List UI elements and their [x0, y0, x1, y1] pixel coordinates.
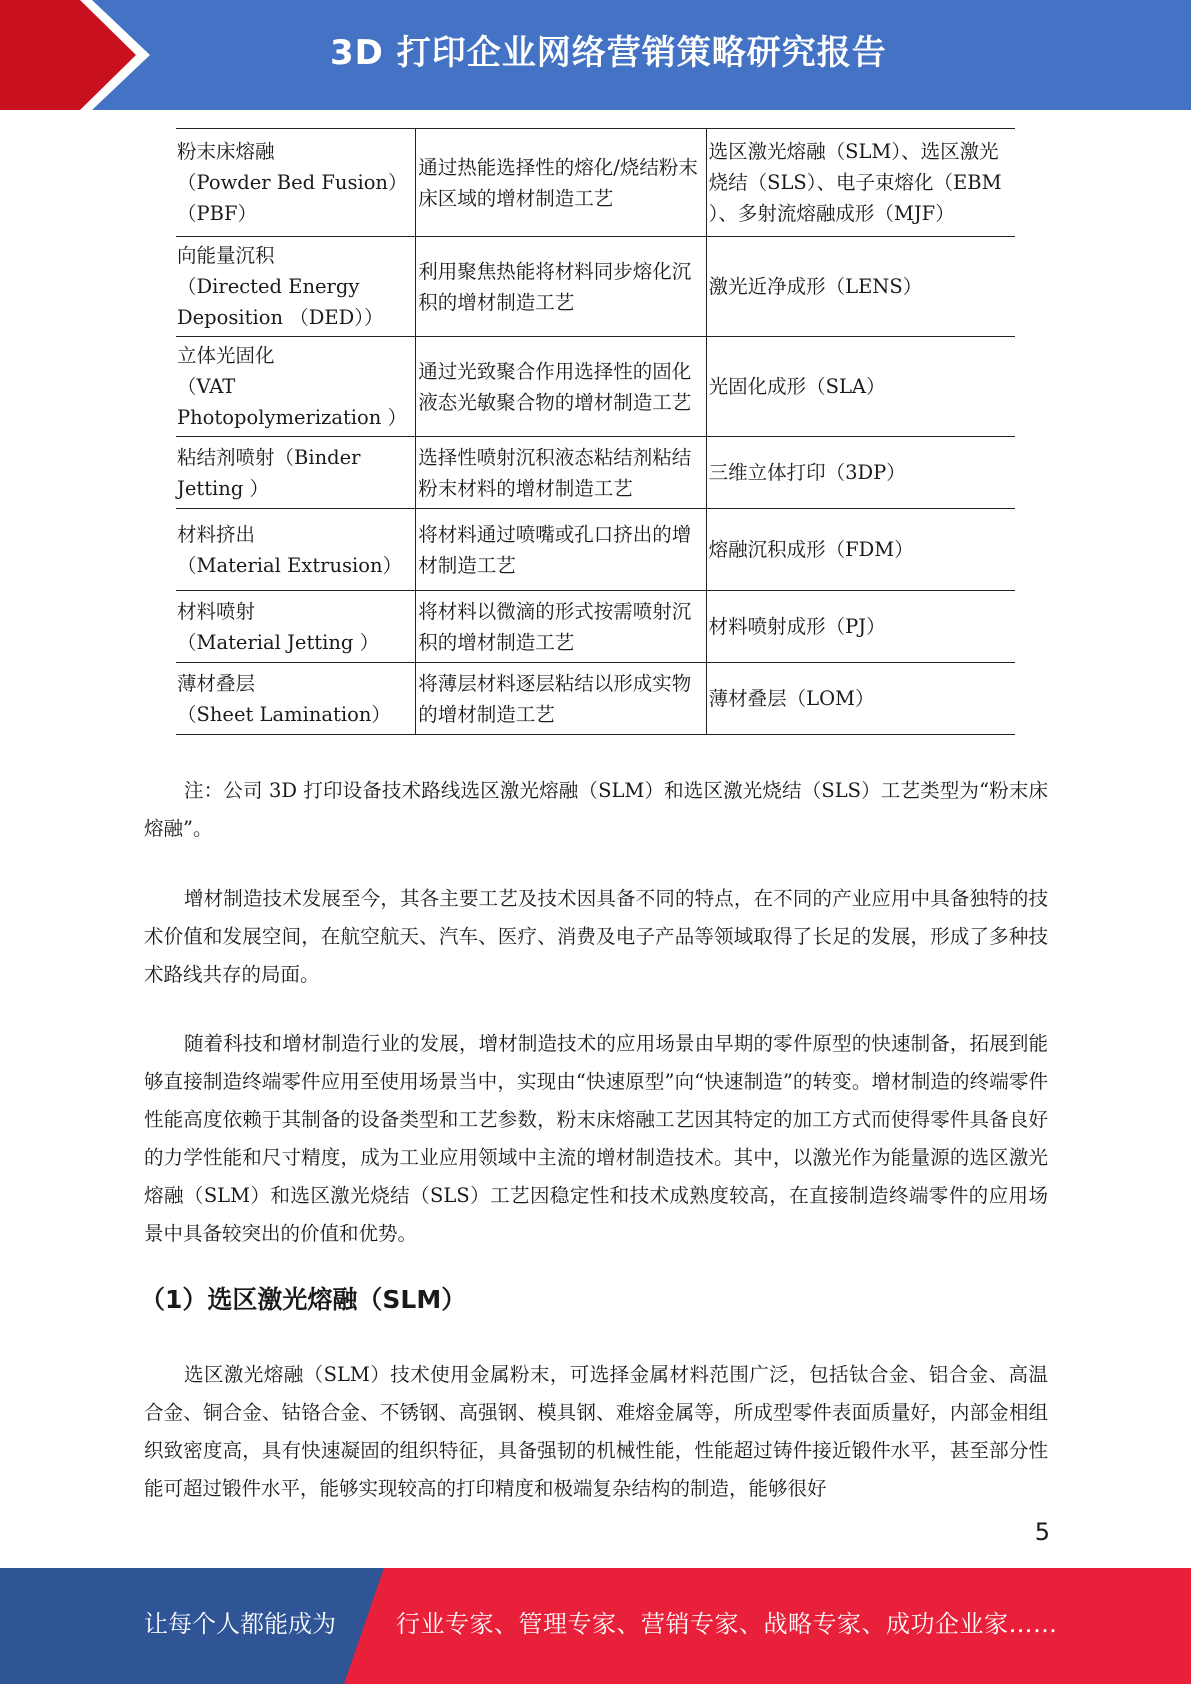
- typical-process-text: 选区激光熔融（SLM）、选区激光烧结（SLS）、电子束熔化（EBM ）、多射流熔融成形（MJF）: [708, 140, 1002, 225]
- process-category-line: （Powder Bed Fusion）: [177, 171, 408, 194]
- typical-process-text: 光固化成形（SLA）: [708, 375, 886, 398]
- table-row: [176, 129, 1015, 237]
- process-category-line: 薄材叠层: [177, 671, 256, 695]
- paragraph-1: 增材制造技术发展至今，其各主要工艺及技术因具备不同的特点，在不同的产业应用中具备独特的技术价值和发展空间，在航空航天、汽车、医疗、消费及电子产品等领域取得了长足的发展，形成了多种技术路线共存的局面。: [144, 887, 1048, 986]
- typical-process-cell: [706, 591, 1015, 663]
- typical-process-text: 激光近净成形（LENS）: [708, 275, 923, 298]
- process-category-line: （Sheet Lamination）: [177, 702, 391, 726]
- process-category-line: Photopolymerization ）: [177, 406, 408, 429]
- typical-process-cell: [706, 509, 1015, 591]
- process-category-line: （Material Jetting ）: [177, 630, 380, 654]
- process-category-line: （VAT: [177, 375, 236, 398]
- process-category-cell: [176, 237, 416, 337]
- typical-process-cell: [706, 337, 1015, 437]
- typical-process-text: 熔融沉积成形（FDM）: [708, 538, 914, 561]
- table-row: [176, 237, 1015, 337]
- header-chevron-decoration: [0, 0, 200, 110]
- typical-process-cell: [706, 237, 1015, 337]
- section-heading-slm: （1）选区激光熔融（SLM）: [140, 1285, 467, 1314]
- table-row: [176, 437, 1015, 509]
- process-category-cell: [176, 337, 416, 437]
- am-process-table: [176, 128, 1015, 735]
- process-category-line: 粘结剂喷射（Binder: [177, 445, 361, 469]
- footer-slogan-right: 行业专家、管理专家、营销专家、战略专家、成功企业家……: [396, 1610, 1058, 1638]
- table-row: [176, 509, 1015, 591]
- typical-process-text: 薄材叠层（LOM）: [708, 687, 875, 710]
- typical-process-text: 三维立体打印（3DP）: [708, 461, 906, 484]
- table-row: [176, 591, 1015, 663]
- process-category-line: （Directed Energy: [177, 275, 360, 298]
- note-paragraph: 注：公司 3D 打印设备技术路线选区激光熔融（SLM）和选区激光烧结（SLS）工艺类型为“粉末床熔融”。: [144, 779, 1048, 840]
- footer-slogan-left: 让每个人都能成为: [144, 1610, 336, 1638]
- process-category-line: 立体光固化: [177, 344, 275, 367]
- page-header: [0, 0, 1191, 110]
- process-category-cell: [176, 663, 416, 735]
- process-category-cell: [176, 509, 416, 591]
- process-category-cell: [176, 591, 416, 663]
- process-definition-cell: 将薄层材料逐层粘结以形成实物的增材制造工艺: [416, 663, 706, 735]
- process-definition-cell: 将材料通过喷嘴或孔口挤出的增材制造工艺: [416, 509, 706, 591]
- process-category-line: （PBF）: [177, 202, 257, 225]
- process-category-cell: [176, 129, 416, 237]
- typical-process-cell: [706, 129, 1015, 237]
- process-category-line: 材料喷射: [177, 599, 256, 623]
- process-definition-cell: 通过光致聚合作用选择性的固化液态光敏聚合物的增材制造工艺: [416, 337, 706, 437]
- process-category-line: 向能量沉积: [177, 244, 275, 267]
- table-row: [176, 337, 1015, 437]
- page-footer: [0, 1568, 1191, 1684]
- process-category-cell: [176, 437, 416, 509]
- paragraph-3: 选区激光熔融（SLM）技术使用金属粉末，可选择金属材料范围广泛，包括钛合金、铝合金、高温合金、铜合金、钴铬合金、不锈钢、高强钢、模具钢、难熔金属等，所成型零件表面质量好，内部金相组织致密度高，具有快速凝固的组织特征，具备强韧的机械性能，性能超过铸件接近锻件水平，甚至部分性能可超过锻件水平，能够实现较高的打印精度和极端复杂结构的制造，能够很好: [144, 1363, 1048, 1500]
- process-definition-cell: 通过热能选择性的熔化/烧结粉末床区域的增材制造工艺: [416, 129, 706, 237]
- paragraph-2: 随着科技和增材制造行业的发展，增材制造技术的应用场景由早期的零件原型的快速制备，拓展到能够直接制造终端零件应用至使用场景当中，实现由“快速原型”向“快速制造”的转变。增材制造的终端零件性能高度依赖于其制备的设备类型和工艺参数，粉末床熔融工艺因其特定的加工方式而使得零件具备良好的力学性能和尺寸精度，成为工业应用领域中主流的增材制造技术。其中，以激光作为能量源的选区激光熔融（SLM）和选区激光烧结（SLS）工艺因稳定性和技术成熟度较高，在直接制造终端零件的应用场景中具备较突出的价值和优势。: [144, 1032, 1048, 1245]
- typical-process-text: 材料喷射成形（PJ）: [708, 615, 886, 638]
- process-definition-cell: 利用聚焦热能将材料同步熔化沉积的增材制造工艺: [416, 237, 706, 337]
- table-row: [176, 663, 1015, 735]
- process-category-line: Jetting ）: [177, 476, 270, 500]
- process-category-line: 材料挤出: [177, 522, 256, 546]
- process-category-line: 粉末床熔融: [177, 140, 275, 163]
- process-category-line: Deposition （DED））: [177, 306, 384, 329]
- report-title: 3D 打印企业网络营销策略研究报告: [330, 33, 887, 73]
- typical-process-cell: [706, 663, 1015, 735]
- process-definition-cell: 将材料以微滴的形式按需喷射沉积的增材制造工艺: [416, 591, 706, 663]
- typical-process-cell: [706, 437, 1015, 509]
- page-number: 5: [1034, 1518, 1050, 1546]
- process-definition-cell: 选择性喷射沉积液态粘结剂粘结粉末材料的增材制造工艺: [416, 437, 706, 509]
- process-category-line: （Material Extrusion）: [177, 553, 403, 577]
